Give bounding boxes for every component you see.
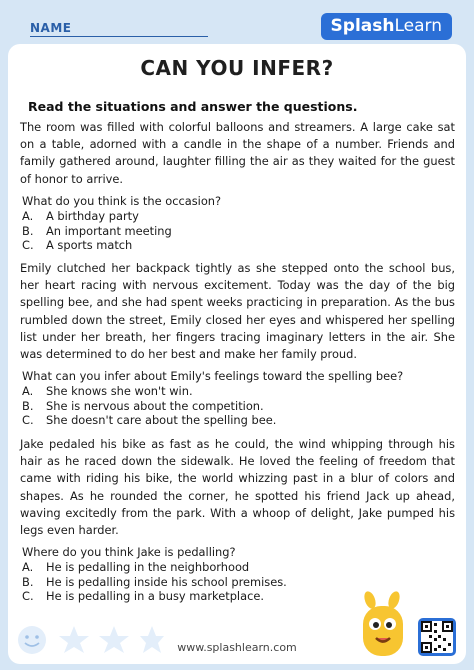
option-text: He is pedalling in the neighborhood [46,560,250,574]
worksheet-page [8,44,466,664]
question-3: Where do you think Jake is pedalling? [22,545,236,559]
question-1: What do you think is the occasion? [22,194,222,208]
qr-code-icon[interactable] [418,618,456,656]
mascot-pupil-left [373,622,379,628]
option-3a[interactable] [22,560,442,575]
option-2b[interactable] [22,399,442,414]
option-1a[interactable] [22,209,442,224]
option-2c[interactable] [22,413,442,428]
footer-url[interactable]: www.splashlearn.com [177,641,297,654]
passage-2: Emily clutched her backpack tightly as she stepped onto the school bus, her heart racing with nervous excitement. Today was the day of the big spelling bee, and she had spent weeks practicing in preparation. As the bus rumbled down the street, Emily closed her eyes and whispered her spelling list under her breath, her fingers tracing imaginary letters in the air. She was determined to do her best and make her family proud. [20,261,455,362]
options-1 [22,209,442,253]
worksheet-header [0,0,474,44]
passage-3: Jake pedaled his bike as fast as he could, the wind whipping through his hair as he raced down the sidewalk. He loved the feeling of freedom that came with riding his bike, the world whizzing past in a blur of colors and shapes. As he rounded the corner, he spotted his friend Jack up ahead, waving excitedly from the park. With a whoop of delight, Jake pumped his legs even harder. [20,437,455,538]
splashlearn-logo [321,13,452,40]
option-letter: C. [22,238,34,253]
option-letter: A. [22,209,34,223]
option-text: He is pedalling inside his school premises. [46,574,287,589]
option-letter: B. [22,223,34,238]
option-letter: B. [22,574,34,589]
option-letter: A. [22,560,34,574]
name-label: NAME [30,21,72,35]
option-3b[interactable] [22,575,442,590]
option-1b[interactable] [22,224,442,239]
name-line[interactable] [30,36,208,37]
qr-code-pattern [421,621,453,653]
option-letter: C. [22,589,34,604]
option-text: She knows she won't win. [46,384,193,398]
mascot-pupil-right [386,622,392,628]
option-text: A sports match [46,238,133,253]
mascot-mouth [376,638,390,642]
option-letter: C. [22,413,34,428]
instructions: Read the situations and answer the questions. [28,99,358,114]
logo-learn: Learn [394,16,442,36]
option-text: A birthday party [46,209,139,223]
option-text: He is pedalling in a busy marketplace. [46,589,264,604]
smiley-eye-right [35,635,39,639]
option-letter: B. [22,398,34,413]
option-text: An important meeting [46,223,172,238]
option-text: She doesn't care about the spelling bee. [46,413,277,428]
logo-splash: Splash [330,16,395,36]
page-title: CAN YOU INFER? [140,56,334,80]
question-2: What can you infer about Emily's feelings toward the spelling bee? [22,369,404,383]
mascot-body [363,606,403,656]
option-letter: A. [22,384,34,398]
option-text: She is nervous about the competition. [46,398,264,413]
options-2 [22,384,442,428]
passage-1: The room was filled with colorful balloons and streamers. A large cake sat on a table, adorned with a candle in the shape of a number. Friends and family gathered around, laughter filling the air as they waited for the guest of honor to arrive. [20,120,455,186]
mascot-icon [356,590,410,660]
option-1c[interactable] [22,238,442,253]
smiley-eye-left [25,635,29,639]
option-2a[interactable] [22,384,442,399]
